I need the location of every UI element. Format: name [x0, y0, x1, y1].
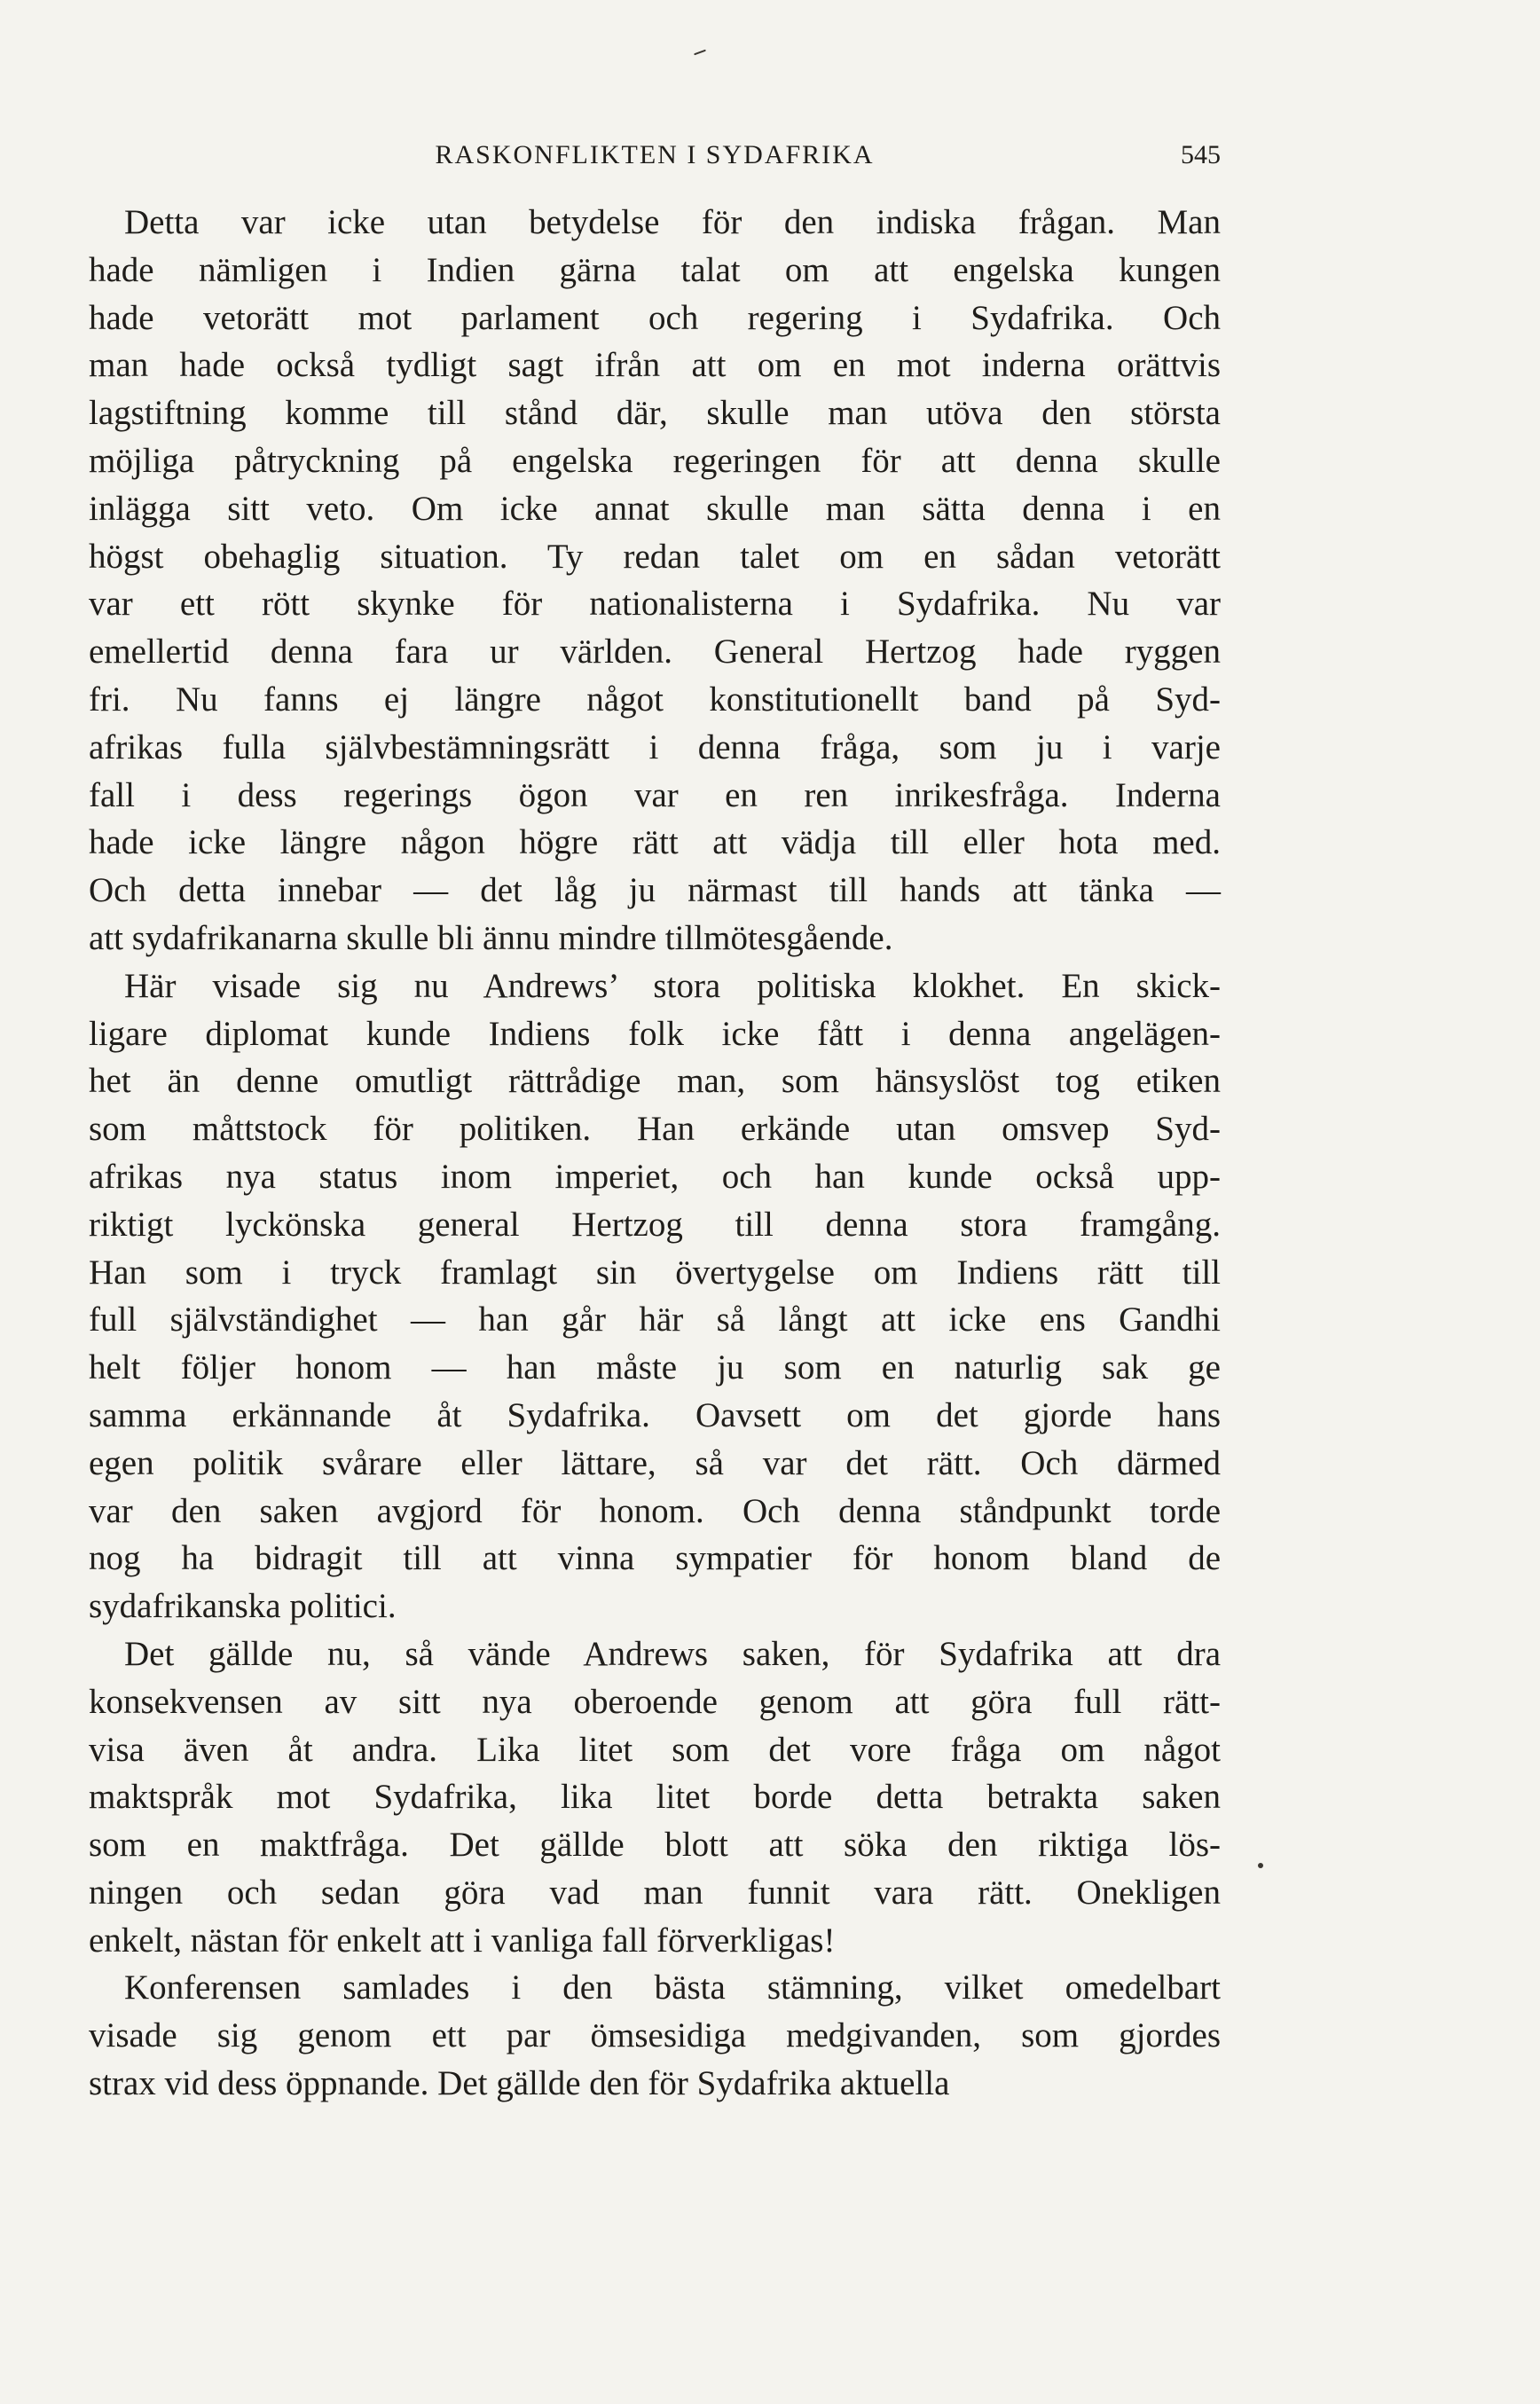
- text-line: ningen och sedan göra vad man funnit vara rätt. Onekligen: [89, 1873, 1221, 1912]
- text-line: Det gällde nu, så vände Andrews saken, för Sydafrika att dra: [124, 1634, 1221, 1673]
- text-line: som en maktfråga. Det gällde blott att söka den riktiga lös-: [89, 1826, 1221, 1865]
- text-line: inlägga sitt veto. Om icke annat skulle man sätta denna i en: [89, 489, 1221, 528]
- text-line: Han som i tryck framlagt sin övertygelse om Indiens rätt till: [89, 1253, 1221, 1292]
- paragraph: [89, 1630, 1221, 1965]
- text-line: man hade också tydligt sagt ifrån att om en mot inderna orättvis: [89, 346, 1221, 385]
- paragraph: [89, 962, 1221, 1630]
- page-number: 545: [1181, 140, 1221, 169]
- text-line: som måttstock för politiken. Han erkände utan omsvep Syd-: [89, 1110, 1221, 1149]
- text-line: enkelt, nästan för enkelt att i vanliga fall förverkligas!: [89, 1921, 836, 1960]
- text-line: hade icke längre någon högre rätt att vädja till eller hota med.: [89, 823, 1221, 862]
- text-line: full självständighet — han går här så långt att icke ens Gandhi: [89, 1300, 1221, 1339]
- text-line: lagstiftning komme till stånd där, skulle man utöva den största: [89, 394, 1221, 433]
- text-line: Konferensen samlades i den bästa stämning, vilket omedelbart: [124, 1968, 1221, 2007]
- text-line: konsekvensen av sitt nya oberoende genom att göra full rätt-: [89, 1682, 1221, 1721]
- running-head-title: RASKONFLIKTEN I SYDAFRIKA: [435, 140, 875, 169]
- text-line: visa även åt andra. Lika litet som det vore fråga om något: [89, 1730, 1221, 1769]
- text-line: högst obehaglig situation. Ty redan talet om en sådan vetorätt: [89, 537, 1221, 576]
- text-line: strax vid dess öppnande. Det gällde den för Sydafrika aktuella: [89, 2064, 950, 2103]
- text-line: Och detta innebar — det låg ju närmast till hands att tänka —: [89, 871, 1221, 910]
- text-line: att sydafrikanarna skulle bli ännu mindre tillmötesgående.: [89, 918, 893, 957]
- text-line: fall i dess regerings ögon var en ren inrikesfråga. Inderna: [89, 775, 1221, 814]
- text-line: fri. Nu fanns ej längre något konstitutionellt band på Syd-: [89, 680, 1221, 719]
- text-line: nog ha bidragit till att vinna sympatier för honom bland de: [89, 1539, 1221, 1578]
- text-line: afrikas fulla självbestämningsrätt i denna fråga, som ju i varje: [89, 727, 1221, 766]
- text-line: Här visade sig nu Andrews’ stora politiska klokhet. En skick-: [124, 966, 1221, 1005]
- text-line: visade sig genom ett par ömsesidiga medgivanden, som gjordes: [89, 2016, 1221, 2055]
- running-head: [89, 133, 1221, 177]
- text-line: Detta var icke utan betydelse för den indiska frågan. Man: [124, 203, 1221, 241]
- text-line: var den saken avgjord för honom. Och denna ståndpunkt torde: [89, 1491, 1221, 1530]
- paragraph: [89, 199, 1221, 962]
- text-line: afrikas nya status inom imperiet, och han kunde också upp-: [89, 1157, 1221, 1196]
- scan-speck: [694, 50, 706, 56]
- text-line: sydafrikanska politici.: [89, 1587, 397, 1626]
- text-line: hade vetorätt mot parlament och regering i Sydafrika. Och: [89, 298, 1221, 337]
- text-line: samma erkännande åt Sydafrika. Oavsett om det gjorde hans: [89, 1395, 1221, 1434]
- paragraph: [89, 1964, 1221, 2107]
- text-line: möjliga påtryckning på engelska regeringen för att denna skulle: [89, 441, 1221, 480]
- text-line: hade nämligen i Indien gärna talat om att engelska kungen: [89, 250, 1221, 289]
- text-line: helt följer honom — han måste ju som en naturlig sak ge: [89, 1348, 1221, 1387]
- text-line: var ett rött skynke för nationalisterna i Sydafrika. Nu var: [89, 585, 1221, 624]
- text-line: riktigt lyckönska general Hertzog till denna stora framgång.: [89, 1205, 1221, 1244]
- scan-speck: [1258, 1863, 1263, 1868]
- text-line: emellertid denna fara ur världen. General Hertzog hade ryggen: [89, 632, 1221, 672]
- text-line: het än denne omutligt rättrådige man, som hänsyslöst tog etiken: [89, 1062, 1221, 1101]
- text-line: ligare diplomat kunde Indiens folk icke fått i denna angelägen-: [89, 1014, 1221, 1053]
- text-line: egen politik svårare eller lättare, så var det rätt. Och därmed: [89, 1443, 1221, 1482]
- text-line: maktspråk mot Sydafrika, lika litet borde detta betrakta saken: [89, 1778, 1221, 1817]
- body-text: [89, 199, 1221, 2108]
